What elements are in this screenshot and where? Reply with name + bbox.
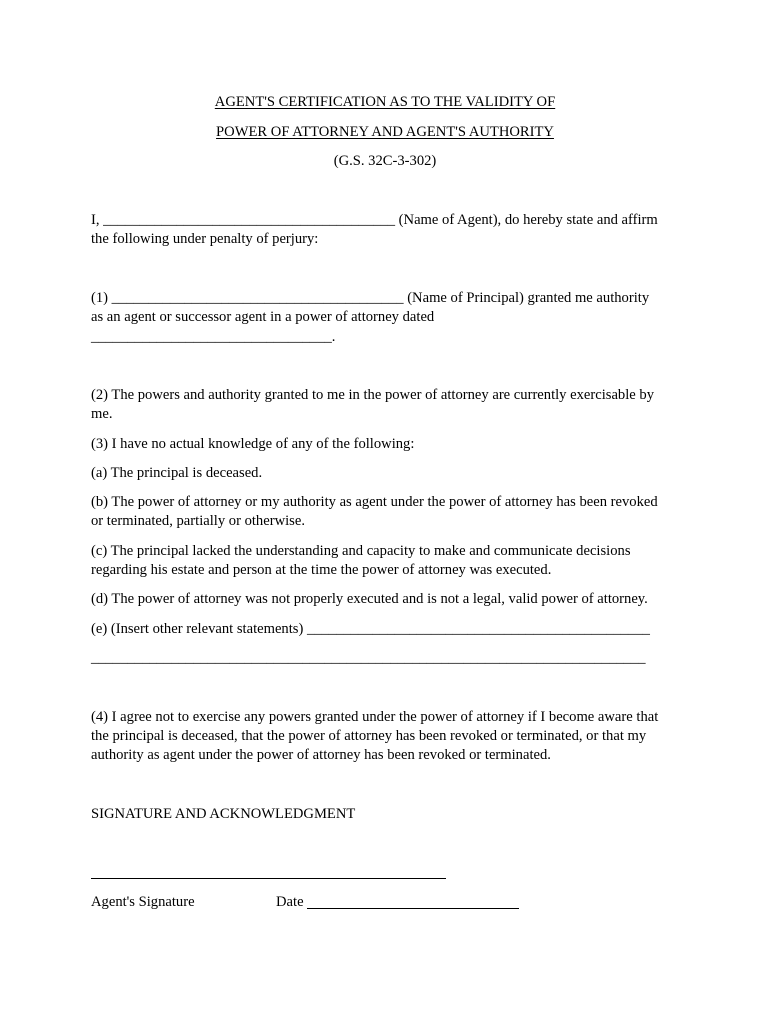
item-1-line-2: as an agent or successor agent in a power of attorney dated bbox=[91, 309, 435, 325]
statute-reference: (G.S. 32C-3-302) bbox=[333, 153, 437, 169]
date-label: Date bbox=[276, 894, 304, 910]
item-e-line-2: ____________________________________________________________________________ bbox=[91, 650, 646, 666]
title-line-1: AGENT'S CERTIFICATION AS TO THE VALIDITY OF bbox=[214, 94, 556, 110]
item-4-line-1: (4) I agree not to exercise any powers granted under the power of attorney if I become aware that bbox=[91, 709, 659, 725]
item-1-line-3: _________________________________. bbox=[91, 329, 336, 345]
item-d-line-1: (d) The power of attorney was not properly executed and is not a legal, valid power of attorney. bbox=[91, 591, 648, 607]
item-4-line-2: the principal is deceased, that the power of attorney has been revoked or terminated, or that my bbox=[91, 728, 647, 744]
item-3-line-1: (3) I have no actual knowledge of any of the following: bbox=[91, 436, 415, 452]
intro-line-2: the following under penalty of perjury: bbox=[91, 231, 319, 247]
signature-heading: SIGNATURE AND ACKNOWLEDGMENT bbox=[91, 806, 356, 822]
item-b-line-1: (b) The power of attorney or my authority as agent under the power of attorney has been revoked bbox=[91, 494, 658, 510]
item-b-line-2: or terminated, partially or otherwise. bbox=[91, 513, 305, 529]
agent-signature-label: Agent's Signature bbox=[91, 894, 195, 910]
item-4-line-3: authority as agent under the power of attorney has been revoked or terminated. bbox=[91, 747, 551, 763]
date-line[interactable] bbox=[307, 908, 519, 909]
item-c-line-2: regarding his estate and person at the time the power of attorney was executed. bbox=[91, 562, 552, 578]
item-2-line-1: (2) The powers and authority granted to me in the power of attorney are currently exercisable by bbox=[91, 387, 654, 403]
intro-line-1: I, ________________________________________ (Name of Agent), do hereby state and affirm bbox=[91, 212, 658, 228]
item-e-line-1: (e) (Insert other relevant statements) _______________________________________________ bbox=[91, 621, 650, 637]
title-line-2: POWER OF ATTORNEY AND AGENT'S AUTHORITY bbox=[216, 124, 554, 140]
item-1-line-1: (1) ________________________________________ (Name of Principal) granted me authority bbox=[91, 290, 650, 306]
item-2-line-2: me. bbox=[91, 406, 113, 422]
agent-signature-line[interactable] bbox=[91, 878, 446, 879]
item-c-line-1: (c) The principal lacked the understanding and capacity to make and communicate decisions bbox=[91, 543, 631, 559]
item-a-line-1: (a) The principal is deceased. bbox=[91, 465, 263, 481]
